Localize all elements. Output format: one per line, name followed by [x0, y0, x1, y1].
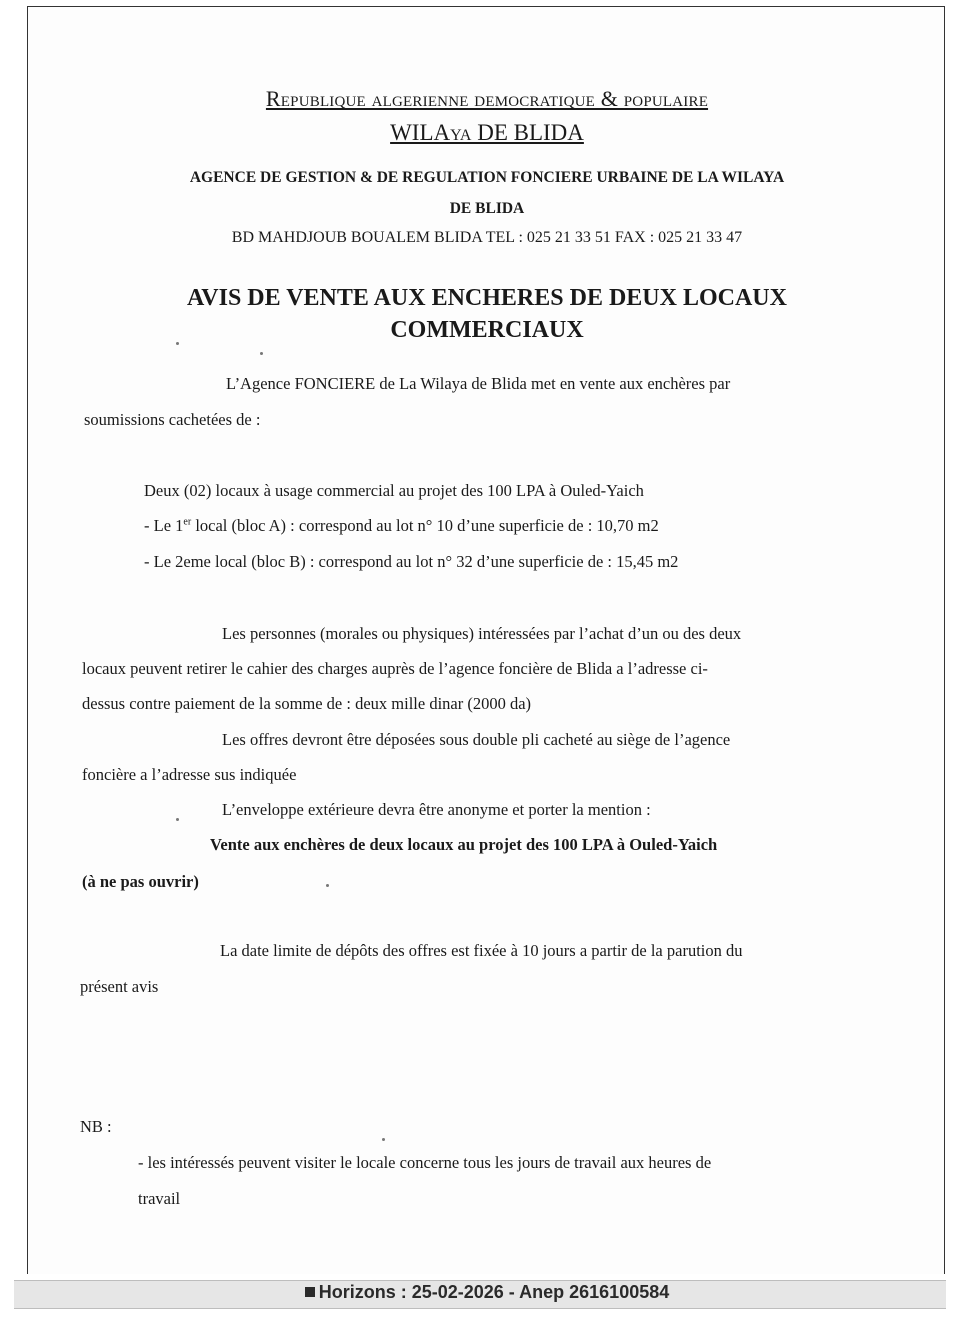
footer-publication-text: Horizons : 25-02-2026 - Anep 2616100584: [318, 1282, 670, 1302]
header-wilaya: WILAya DE BLIDA: [390, 120, 584, 145]
scan-speck: [176, 342, 179, 345]
header-republic: Republique algerienne democratique & populaire: [265, 86, 709, 111]
lot-1-prefix: - Le 1: [144, 516, 184, 535]
nb-line2: travail: [138, 1189, 181, 1208]
lot-1-superscript: er: [183, 516, 192, 528]
conditions-p3-line1: L’enveloppe extérieure devra être anonyme et porter la mention :: [222, 800, 651, 819]
mention-line2: (à ne pas ouvrir): [82, 872, 199, 891]
conditions-p1-line2: locaux peuvent retirer le cahier des charges auprès de l’agence foncière de Blida a l’adresse ci-: [82, 659, 708, 678]
lot-2: - Le 2eme local (bloc B) : correspond au lot n° 32 d’une superficie de : 15,45 m2: [144, 552, 679, 571]
deadline-line1: La date limite de dépôts des offres est fixée à 10 jours a partir de la parution du: [220, 941, 743, 960]
notice-title-line2: COMMERCIAUX: [390, 317, 584, 343]
header-address: BD MAHDJOUB BOUALEM BLIDA TEL : 025 21 33 51 FAX : 025 21 33 47: [231, 229, 743, 246]
conditions-p2-line1: Les offres devront être déposées sous double pli cacheté au siège de l’agence: [222, 730, 731, 749]
conditions-p2-line2: foncière a l’adresse sus indiquée: [82, 765, 297, 784]
intro-line2: soumissions cachetées de :: [84, 410, 261, 429]
scan-speck: [260, 352, 263, 355]
notice-title-line1: AVIS DE VENTE AUX ENCHERES DE DEUX LOCAUX: [187, 285, 787, 311]
intro-line1: L’Agence FONCIERE de La Wilaya de Blida met en vente aux enchères par: [226, 374, 731, 393]
scan-speck: [176, 818, 179, 821]
lots-summary: Deux (02) locaux à usage commercial au projet des 100 LPA à Ouled-Yaich: [144, 481, 644, 500]
square-bullet-icon: [305, 1287, 315, 1297]
nb-line1: - les intéressés peuvent visiter le locale concerne tous les jours de travail aux heures de: [138, 1153, 712, 1172]
header-agency-line2: DE BLIDA: [449, 200, 525, 217]
header-agency-line1: AGENCE DE GESTION & DE REGULATION FONCIERE URBAINE DE LA WILAYA: [189, 169, 785, 186]
scan-speck: [382, 1138, 385, 1141]
conditions-p1-line1: Les personnes (morales ou physiques) intéressées par l’achat d’un ou des deux: [222, 624, 742, 643]
scan-speck: [326, 884, 329, 887]
footer-publication: [0, 1282, 974, 1303]
nb-label: NB :: [80, 1117, 112, 1136]
deadline-line2: présent avis: [80, 977, 159, 996]
mention-line1: Vente aux enchères de deux locaux au projet des 100 LPA à Ouled-Yaich: [210, 835, 718, 854]
lot-1-text: local (bloc A) : correspond au lot n° 10 d’une superficie de : 10,70 m2: [191, 516, 659, 535]
conditions-p1-line3: dessus contre paiement de la somme de : deux mille dinar (2000 da): [82, 694, 532, 713]
lot-1: [144, 516, 659, 536]
